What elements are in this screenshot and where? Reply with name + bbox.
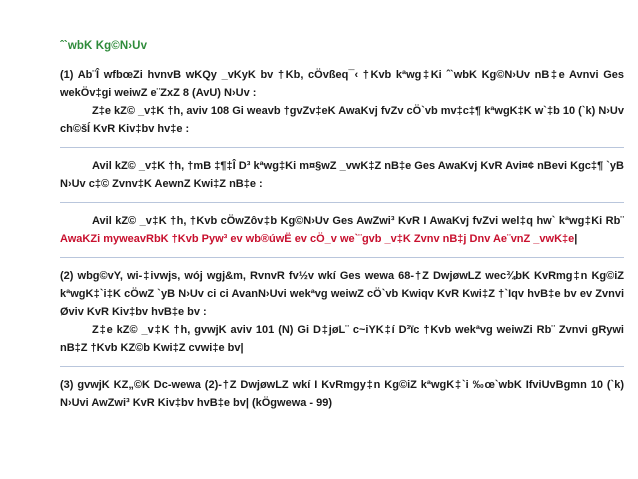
section-1-proviso-3 (60, 212, 624, 248)
separator (60, 366, 624, 367)
section-2-main: (2) wbg©vY, wi-‡ivwjs, wój wgj&m, RvnvR fv½v wkí Ges wewa 68-†Z DwjøwLZ wec¾bK KvRmg‡n Kg©iZ kªwgK‡`i‡K cÖwZ `yB N›Uv ci ci AvanN›Uvi wekªvg weiwZ cÖ`vb Kwiqv KvR Kwi‡Z †`Iqv hvB‡e bv ev Zvnvi Øviv KvR Kiv‡bv hvB‡e bv : (60, 270, 624, 318)
section-3-main (60, 376, 624, 412)
section-1-intro: (1) Ab¨Î wfbœZi hvnvB wKQy _vKyK bv †Kb, cÖvßeq¯‹ †Kvb kªwg‡Ki ˆ`wbK Kg©N›Uv nB‡e Avnvi Ges wekÖv‡gi weiwZ e¨ZxZ 8 (AvU) N›Uv : (60, 69, 624, 99)
section-heading: ˆ`wbK Kg©N›Uv (60, 40, 148, 52)
proviso-3-end: | (574, 233, 578, 245)
separator (60, 147, 624, 148)
separator (60, 257, 624, 258)
law-reference: (kÖgwewa - 99) (251, 397, 333, 409)
section-1-proviso-2: Avil kZ© _v‡K †h, †mB ‡¶‡Î D³ kªwg‡Ki m¤§wZ _vwK‡Z nB‡e Ges AwaKvj KvR Avi¤¢ nBevi Kgc‡¶ `yB N›Uv c‡© Zvnv‡K AewnZ Kwi‡Z nB‡e : (60, 160, 624, 190)
section-1-proviso-1: Z‡e kZ© _v‡K †h, aviv 108 Gi weavb †gvZv‡eK AwaKvj fvZv cÖ`vb mv‡c‡¶ kªwgK‡K w`‡b 10 (`k) N›Uv ch©šÍ KvR Kiv‡bv hv‡e : (60, 105, 624, 135)
section-3-text: (3) gvwjK KZ„©K Dc-wewa (2)-†Z DwjøwLZ wkí I KvRmgy‡n Kg©iZ kªwgK‡`i ‰œ`wbK IfviUvBgmn 10 (`k) N›Uvi AwZwi³ KvR Kiv‡bv hvB‡e bv| (60, 379, 624, 409)
separator (60, 202, 624, 203)
proviso-3-highlight: AwaKZi myweavRbK †Kvb Pyw³ ev wb®úwË ev cÖ_v we`¨gvb _v‡K Zvnv nB‡j Dnv Ae¨vnZ _vwK‡e (60, 233, 575, 245)
section-2-proviso: Z‡e kZ© _v‡K †h, gvwjK aviv 101 (N) Gi D‡jøL¨ c~iYK‡í D³ïc †Kvb wekªvg weiwZi Rb¨ Zvnvi gRywi nB‡Z †Kvb KZ©b Kwi‡Z cvwi‡e bv| (60, 324, 624, 354)
proviso-3-text: Avil kZ© _v‡K †h, †Kvb cÖwZôv‡b Kg©N›Uv Ges AwZwi³ KvR I AwaKvj fvZvi wel‡q hw` kªwg‡Ki Rb¨ (92, 215, 624, 227)
